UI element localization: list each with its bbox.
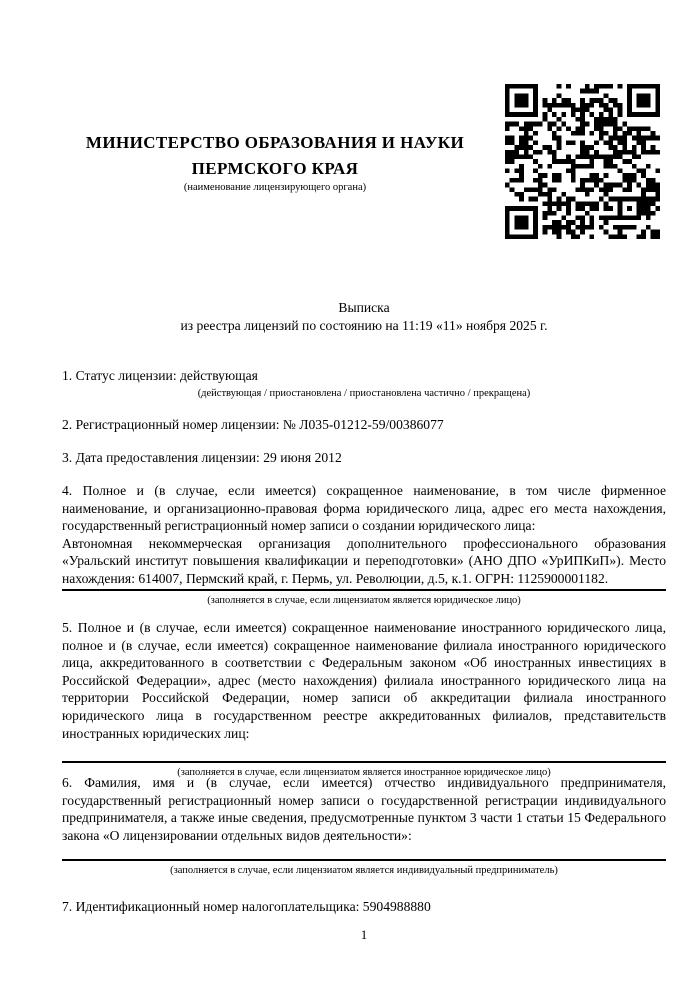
item-taxpayer-id xyxy=(62,898,666,916)
foreign-entity-label: 5. Полное и (в случае, если имеется) сокращенное наименование иностранного юридического лица, полное и (в случае, если имеется) сокращенное наименование филиала иностранного юридического лица, аккредитованного в соответствии с Федеральным законом «Об иностранных инвестициях в Российской Федерации», адрес (место нахождения) филиала иностранного юридического лица на территории Российской Федерации, номер записи об аккредитации филиала иностранного юридического лица в государственном реестре аккредитованных филиалов, представительств иностранных юридических лиц: xyxy=(62,620,666,741)
document-title-line1: Выписка xyxy=(338,300,390,315)
legal-entity-label: 4. Полное и (в случае, если имеется) сокращенное наименование, в том числе фирменное наименование, и организационно-правовая форма юридического лица, адрес его места нахождения, государственный регистрационный номер записи о создании юридического лица: xyxy=(62,483,666,534)
item-license-date xyxy=(62,449,666,467)
license-status-text: 1. Статус лицензии: действующая xyxy=(62,368,258,383)
foreign-entity-caption: (заполняется в случае, если лицензиатом является иностранное юридическое лицо) xyxy=(177,767,551,779)
qr-code-icon xyxy=(505,84,660,239)
document-title-line2: из реестра лицензий по состоянию на 11:19 «11» ноября 2025 г. xyxy=(180,318,548,333)
item-entrepreneur xyxy=(62,774,666,877)
ministry-header xyxy=(40,130,510,194)
item-license-status xyxy=(62,367,666,400)
fill-in-rule-entrepreneur xyxy=(62,859,666,861)
item-foreign-entity xyxy=(62,619,666,779)
fill-in-rule-foreign-entity xyxy=(62,761,666,763)
ministry-name-line2: ПЕРМСКОГО КРАЯ xyxy=(191,158,359,178)
document-title xyxy=(62,299,666,335)
entrepreneur-label: 6. Фамилия, имя и (в случае, если имеется) отчество индивидуального предпринимателя, государственный регистрационный номер записи о государственной регистрации индивидуального предпринимателя, а также иные сведения, предусмотренные пунктом 3 части 1 статьи 15 Федерального закона «О лицензировании отдельных видов деятельности»: xyxy=(62,775,666,843)
ministry-caption: (наименование лицензирующего органа) xyxy=(183,182,367,193)
entrepreneur-caption: (заполняется в случае, если лицензиатом является индивидуальный предприниматель) xyxy=(170,865,558,877)
legal-entity-value: Автономная некоммерческая организация дополнительного профессионального образования «Уральский институт повышения квалификации и переподготовки» (АНО ДПО «УрИПКиП»). Место нахождения: 614007, Пермский край, г. Пермь, ул. Революции, д.5, к.1. ОГРН: 1125900001182. xyxy=(62,535,666,586)
registration-number-text: 2. Регистрационный номер лицензии: № Л035-01212-59/00386077 xyxy=(62,417,444,432)
license-status-caption: (действующая / приостановлена / приостановлена частично / прекращена) xyxy=(197,387,531,399)
license-date-text: 3. Дата предоставления лицензии: 29 июня 2012 xyxy=(62,450,342,465)
ministry-name-line1: МИНИСТЕРСТВО ОБРАЗОВАНИЯ И НАУКИ xyxy=(85,133,465,152)
item-registration-number xyxy=(62,416,666,434)
page-number: 1 xyxy=(360,927,368,942)
taxpayer-id-text: 7. Идентификационный номер налогоплательщика: 5904988880 xyxy=(62,899,431,914)
legal-entity-caption: (заполняется в случае, если лицензиатом является юридическое лицо) xyxy=(207,594,521,606)
fill-in-rule-legal-entity xyxy=(62,589,666,591)
item-legal-entity xyxy=(62,482,666,607)
